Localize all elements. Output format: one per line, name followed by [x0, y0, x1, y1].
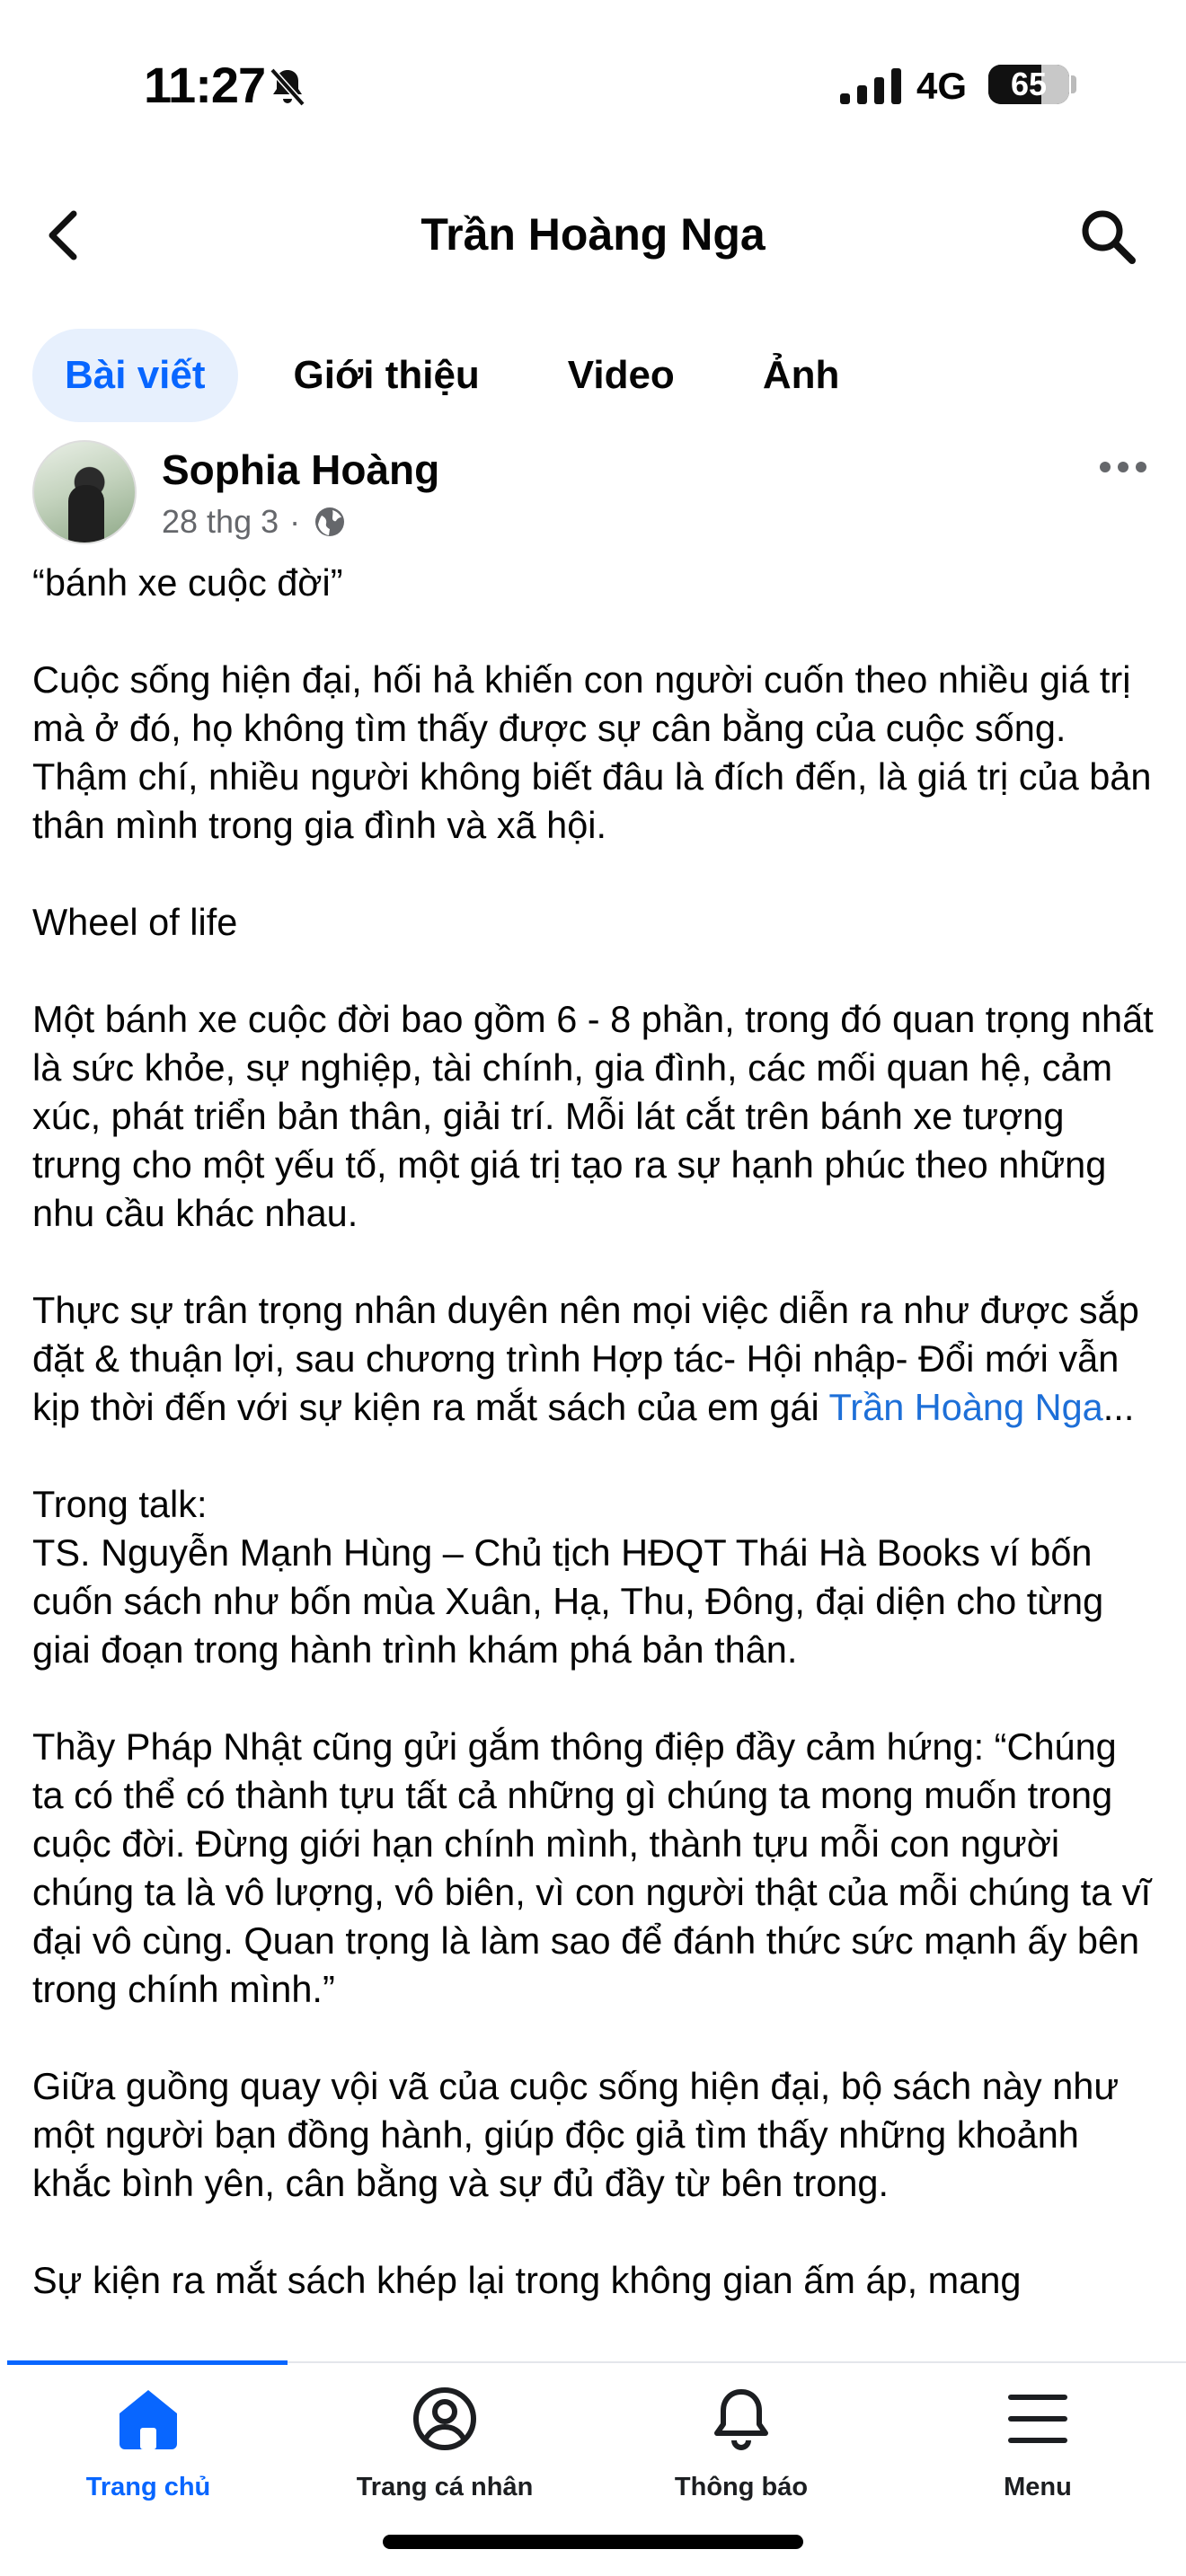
paragraph-4-text: Thực sự trân trọng nhân duyên nên mọi việc diễn ra như được sắp đặt & thuận lợi, sau chương trình Hợp tác- Hội nhập- Đổi mới vẫn kịp thời đến với sự kiện ra mắt sách của em gái — [32, 1289, 1139, 1428]
post-paragraph-5-heading: Trong talk: — [32, 1483, 208, 1525]
paragraph-4-ellipsis: ... — [1102, 1386, 1135, 1428]
home-icon — [114, 2385, 182, 2453]
status-time: 11:27 — [144, 57, 266, 113]
nav-divider — [288, 2361, 1186, 2363]
tab-video[interactable]: Video — [567, 353, 675, 397]
post-paragraph-6: Thầy Pháp Nhật cũng gửi gắm thông điệp đầy cảm hứng: “Chúng ta có thể có thành tựu tất cả những gì chúng ta mong muốn trong cuộc đời. Đừng giới hạn chính mình, thành tựu mỗi con người chúng ta là vô lượng, vô biên, vì con người thật của mỗi chúng ta vĩ đại vô cùng. Quan trọng là làm sao để đánh thức sức mạnh ấy bên trong chính mình.” — [32, 1725, 1152, 2010]
nav-home-label: Trang chủ — [85, 2473, 211, 2501]
more-options-icon[interactable] — [1098, 456, 1148, 478]
mention-link[interactable]: Trần Hoàng Nga — [828, 1386, 1103, 1428]
post-title-line: “bánh xe cuộc đời” — [32, 561, 343, 604]
nav-notifications[interactable] — [593, 2385, 890, 2502]
nav-profile[interactable] — [296, 2385, 593, 2502]
menu-icon — [1004, 2385, 1072, 2453]
post-paragraph-3: Một bánh xe cuộc đời bao gồm 6 - 8 phần, trong đó quan trọng nhất là sức khỏe, sự nghiệp, tài chính, gia đình, các mối quan hệ, cảm xúc, phát triển bản thân, giải trí. Mỗi lát cắt trên bánh xe tượng trưng cho một yếu tố, một giá trị tạo ra sự hạnh phúc theo những nhu cầu khác nhau. — [32, 998, 1154, 1234]
post-paragraph-4 — [32, 1286, 1155, 1432]
post-paragraph-1: Cuộc sống hiện đại, hối hả khiến con người cuốn theo nhiều giá trị mà ở đó, họ không tìm thấy được sự cân bằng của cuộc sống. Thậm chí, nhiều người không biết đâu là đích đến, là giá trị của bản thân mình trong gia đình và xã hội. — [32, 658, 1152, 846]
network-type: 4G — [916, 65, 968, 107]
nav-menu[interactable] — [890, 2385, 1186, 2502]
post-paragraph-2: Wheel of life — [32, 901, 238, 943]
bell-icon — [707, 2385, 775, 2453]
globe-icon[interactable] — [313, 505, 347, 539]
home-active-indicator — [7, 2360, 288, 2365]
home-indicator[interactable] — [383, 2535, 803, 2549]
post-paragraph-7: Giữa guồng quay vội vã của cuộc sống hiện đại, bộ sách này như một người bạn đồng hành, giúp độc giả tìm thấy những khoảnh khắc bình yên, cân bằng và sự đủ đầy từ bên trong. — [32, 2065, 1120, 2204]
nav-home[interactable] — [0, 2385, 296, 2502]
bell-muted-icon — [265, 65, 310, 110]
tab-about[interactable]: Giới thiệu — [293, 353, 480, 397]
author-avatar[interactable] — [32, 440, 137, 544]
profile-tabs — [32, 329, 895, 422]
search-icon[interactable] — [1078, 207, 1137, 266]
post-body — [32, 559, 1155, 2353]
profile-icon — [411, 2385, 479, 2453]
battery-percent: 65 — [1010, 66, 1048, 102]
signal-strength-icon — [840, 68, 903, 104]
nav-profile-label: Trang cá nhân — [356, 2473, 534, 2501]
battery-indicator — [988, 65, 1069, 104]
post-paragraph-5: TS. Nguyễn Mạnh Hùng – Chủ tịch HĐQT Thái Hà Books ví bốn cuốn sách như bốn mùa Xuân, Hạ, Thu, Đông, đại diện cho từng giai đoạn trong hành trình khám phá bản thân. — [32, 1531, 1104, 1671]
battery-nub — [1071, 75, 1076, 93]
nav-notifications-label: Thông báo — [674, 2473, 809, 2501]
post-author[interactable]: Sophia Hoàng — [162, 446, 440, 493]
tab-posts[interactable]: Bài viết — [32, 329, 238, 422]
page-title: Trần Hoàng Nga — [420, 209, 766, 260]
nav-menu-label: Menu — [1004, 2473, 1072, 2501]
post-meta — [162, 503, 347, 541]
tab-photos[interactable]: Ảnh — [762, 353, 840, 397]
meta-separator: · — [289, 503, 301, 540]
post-paragraph-8: Sự kiện ra mắt sách khép lại trong không gian ấm áp, mang — [32, 2259, 1022, 2301]
post-date[interactable]: 28 thg 3 — [162, 503, 279, 540]
